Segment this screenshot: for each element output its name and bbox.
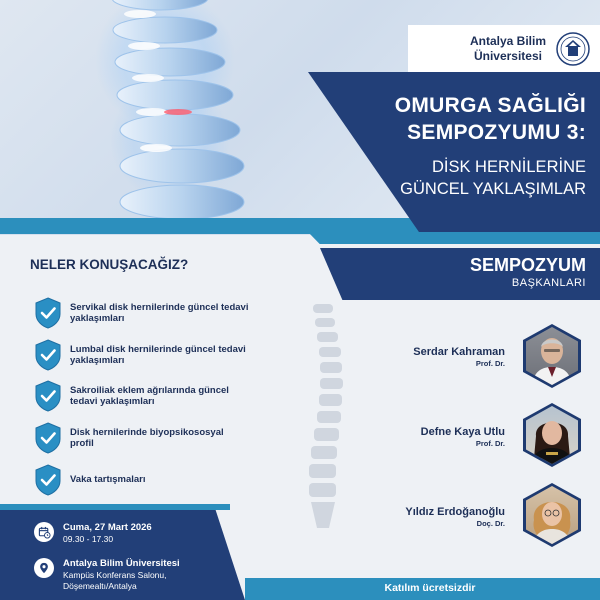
check-shield-icon bbox=[34, 464, 62, 496]
topic-item bbox=[34, 297, 274, 329]
event-date: Cuma, 27 Mart 2026 09.30 - 17.30 bbox=[63, 522, 152, 544]
free-admission-text: Katılım ücretsizdir bbox=[384, 582, 476, 594]
topic-text: Sakroiliak eklem ağrılarında güncel tedavi yaklaşımları bbox=[70, 384, 229, 407]
event-venue-row bbox=[34, 558, 180, 591]
topic-text: Servikal disk hernilerinde güncel tedavi yaklaşımları bbox=[70, 301, 249, 324]
speaker-info: Defne Kaya Utlu Prof. Dr. bbox=[420, 426, 505, 448]
speaker-info: Serdar Kahraman Prof. Dr. bbox=[413, 346, 505, 368]
title-accent-stripe bbox=[308, 232, 600, 244]
university-name: Antalya Bilim Üniversitesi bbox=[469, 34, 546, 63]
check-shield-icon bbox=[34, 422, 62, 454]
event-venue: Antalya Bilim Üniversitesi Kampüs Konferans Salonu, Döşemealtı/Antalya bbox=[63, 558, 180, 591]
check-shield-icon bbox=[34, 297, 62, 329]
event-date-row bbox=[34, 522, 152, 545]
avatar bbox=[526, 486, 578, 544]
speaker-photo bbox=[523, 403, 581, 467]
check-shield-icon bbox=[34, 339, 62, 371]
chairs-heading: SEMPOZYUM BAŞKANLARI bbox=[469, 255, 586, 289]
topic-item bbox=[34, 339, 274, 371]
speaker-photo bbox=[523, 483, 581, 547]
topic-item bbox=[34, 422, 274, 454]
topics-heading: NELER KONUŞACAĞIZ? bbox=[30, 257, 189, 272]
university-seal-icon bbox=[556, 32, 590, 66]
speaker-photo bbox=[523, 324, 581, 388]
topic-item bbox=[34, 464, 274, 496]
event-title: OMURGA SAĞLIĞI SEMPOZYUMU 3: DİSK HERNİLERİNE GÜNCEL YAKLAŞIMLAR bbox=[394, 94, 586, 198]
spine-watermark-icon bbox=[295, 300, 355, 530]
speaker-info: Yıldız Erdoğanoğlu Doç. Dr. bbox=[405, 506, 505, 528]
university-header bbox=[408, 25, 600, 73]
spine-illustration bbox=[70, 0, 260, 230]
location-pin-icon bbox=[34, 558, 54, 578]
avatar bbox=[526, 406, 578, 464]
check-shield-icon bbox=[34, 380, 62, 412]
topic-item bbox=[34, 380, 274, 412]
topic-text: Lumbal disk hernilerinde güncel tedavi yaklaşımları bbox=[70, 343, 246, 366]
avatar bbox=[526, 327, 578, 385]
topic-text: Vaka tartışmaları bbox=[70, 474, 146, 486]
info-accent-stripe bbox=[0, 504, 230, 510]
calendar-clock-icon bbox=[34, 522, 54, 542]
topic-text: Disk hernilerinde biyopsikososyal profil bbox=[70, 426, 224, 449]
